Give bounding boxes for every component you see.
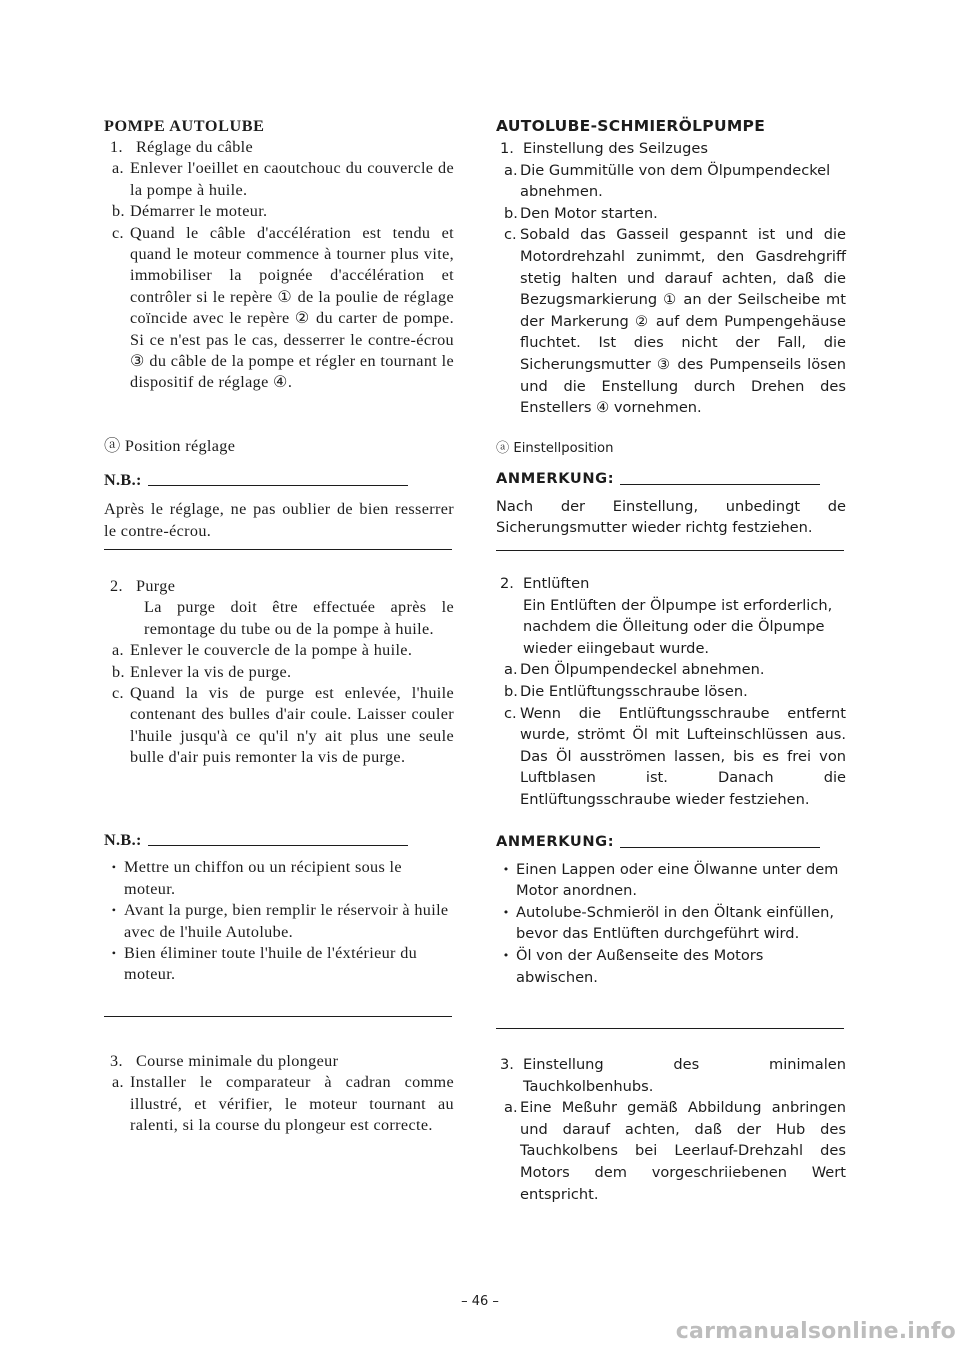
fr-section-title: POMPE AUTOLUBE xyxy=(104,117,265,135)
fr-s3: 3. Course minimale du plongeur a. Installer le comparateur à cadran comme illustré, et vérifier, le moteur tournant au ralenti, si la course du plongeur est correcte. xyxy=(110,1052,454,1135)
fr-s1: 1. Réglage du câble a. Enlever l'oeillet en caoutchouc du couvercle de la pompe à huile. b. Démarrer le moteur. c. Quand le câble d'accélération est tendu et quand le moteur commence à tourner plus vite, immobiliser la poignée d'accélération et contrôler si le repère ① de la poulie de réglage coïncide avec le repère ② du carter de pompe. Si ce n'est pas le cas, desserrer le contre-écrou ③ du câble de la pompe et régler en tournant le dispositif de réglage ④. xyxy=(110,138,454,392)
de-section-title: AUTOLUBE-SCHMIERÖLPUMPE xyxy=(496,117,766,135)
fr-note-2-end-rule xyxy=(104,1016,452,1017)
fr-note-2: N.B.: • Mettre un chiffon ou un récipient sous le moteur. • Avant la purge, bien remplir le réservoir à huile avec de l'huile Autolube. • Bien éliminer toute l'huile de l'éxtérieur du moteur. xyxy=(104,830,454,986)
de-note-2-end-rule xyxy=(496,1028,844,1029)
fr-note-1-end-rule xyxy=(104,549,452,550)
de-note-2: ANMERKUNG: • Einen Lappen oder eine Ölwanne unter dem Motor anordnen. • Autolube-Schmieröl in den Öltank einfüllen, bevor das Entlüften durchgeführt wird. • Öl von der Außenseite des Motors abwischen. xyxy=(496,831,846,988)
de-note-1-end-rule xyxy=(496,550,844,551)
fr-note-2-item: Mettre un chiffon ou un récipient sous le moteur. xyxy=(124,858,402,898)
de-note-2-item: Autolube-Schmieröl in den Öltank einfüllen, bevor das Entlüften durchgeführt wird. xyxy=(516,903,835,943)
de-note-2-item: Öl von der Außenseite des Motors abwischen. xyxy=(516,946,764,986)
fr-s2: 2. Purge La purge doit être effectuée après le remontage du tube ou de la pompe à huile. a. Enlever le couvercle de la pompe à huile. b. Enlever la vis de purge. c. Quand la vis de purge est enlevée, l'huile contenant des bulles d'air coule. Laisser couler l'huile jusqu'à ce qu'il n'y ait plus une seule bulle d'air puis remonter la vis de purge. xyxy=(110,577,454,767)
fr-note-2-item: Bien éliminer toute l'huile de l'éxtérieur du moteur. xyxy=(124,944,418,984)
fr-position-note: ⓐ Position réglage xyxy=(104,437,236,455)
de-s1: 1. Einstellung des Seilzuges a. Die Gummitülle von dem Ölpumpendeckel abnehmen. b. Den Motor starten. c. Sobald das Gasseil gespannt ist und die Motordrehzahl zunimmt, den Gasdrehgriff stetig halten und darauf achten, daß die Bezugsmarkierung ① an der Seilscheibe mt der Markerung ② auf dem Pumpengehäuse fluchtet. Ist dies nicht der Fall, die Sicherungsmutter ③ des Pumpenseils lösen und die Enstellung durch Drehen des Enstellers ④ vornehmen. xyxy=(500,140,846,417)
watermark: carmanualsonline.info xyxy=(675,1319,956,1344)
de-note-2-item: Einen Lappen oder eine Ölwanne unter dem Motor anordnen. xyxy=(516,860,839,900)
fr-note-1: N.B.: Après le réglage, ne pas oublier de bien resserrer le contre-écrou. xyxy=(104,471,454,540)
de-note-1: ANMERKUNG: Nach der Einstellung, unbedingt de Sicherungsmutter wieder richtg festziehen. xyxy=(496,470,846,537)
fr-note-2-item: Avant la purge, bien remplir le réservoir à huile avec de l'huile Autolube. xyxy=(124,901,449,941)
de-s2: 2. Entlüften Ein Entlüften der Ölpumpe ist erforderlich, nachdem die Ölleitung oder die Ölpumpe wieder eiingebaut wurde. a. Den Ölpumpendeckel abnehmen. b. Die Entlüftungsschraube lösen. c. Wenn die Entlüftungsschraube entfernt wurde, strömt Öl mit Lufteinschlüssen aus. Das Öl ausströmen lassen, bis es frei von Luftblasen ist. Danach die Entlüftungsschraube wieder festziehen. xyxy=(500,575,846,808)
page-number: – 46 – xyxy=(461,1294,499,1309)
de-s3: 3. Einstellung des minimalen Tauchkolbenhubs. a. Eine Meßuhr gemäß Abbildung anbringen und darauf achten, daß der Hub des Tauchkolbens bei Leerlauf-Drehzahl des Motors dem vorgeschriiebenen Wert entspricht. xyxy=(500,1056,846,1203)
de-position-note: ⓐ Einstellposition xyxy=(496,441,614,456)
